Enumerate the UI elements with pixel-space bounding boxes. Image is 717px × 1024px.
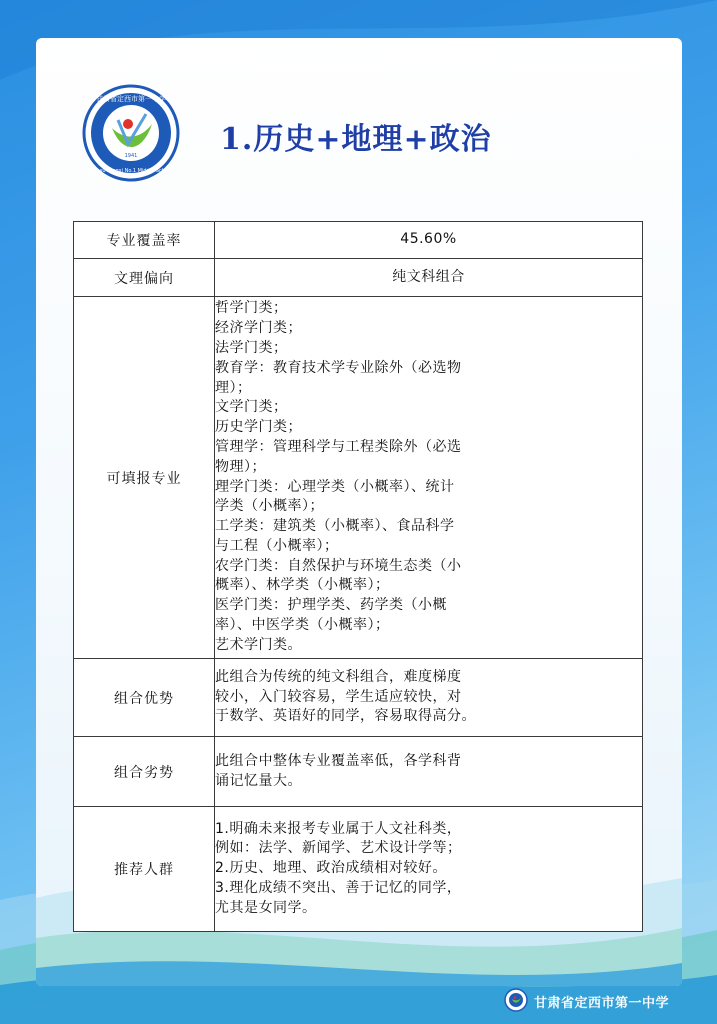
majors-line: 艺术学门类。 [215,636,302,653]
table-row-advantage [74,659,643,737]
majors-line: 医学门类：护理学类、药学类（小概 [215,597,447,614]
table-row-coverage [74,222,643,259]
advantage-value [215,659,643,737]
recommend-line: 1.明确未来报考专业属于人文社科类， [215,820,462,837]
majors-line: 法学门类； [215,339,288,356]
majors-line: 学类（小概率）； [215,498,324,515]
footer-logo-icon [504,988,528,1012]
recommend-value [215,807,643,932]
recommend-label: 推荐人群 [74,807,215,932]
page-title: 1.历史+地理+政治 [220,122,492,157]
majors-line: 理）； [215,379,252,396]
table-row-recommend [74,807,643,932]
majors-line: 概率）、林学类（小概率）； [215,577,390,594]
disadvantage-line: 诵记忆量大。 [215,772,302,789]
majors-line: 农学门类：自然保护与环境生态类（小 [215,557,462,574]
majors-line: 工学类：建筑类（小概率）、食品科学 [215,518,455,535]
disadvantage-label: 组合劣势 [74,737,215,807]
logo-text: 甘肃省定西市第一中学 [96,95,166,103]
table-row-majors [74,297,643,659]
coverage-value: 45.60% [215,222,643,259]
school-logo [82,84,180,182]
logo-dot-icon [123,119,133,129]
majors-value [215,297,643,659]
majors-label: 可填报专业 [74,297,215,659]
majors-line: 文学门类； [215,399,288,416]
majors-line: 率）、中医学类（小概率）； [215,617,390,634]
logo-english-text: Gansu Dingxi No.1 Middle School [89,168,173,174]
advantage-line: 于数学、英语好的同学，容易取得高分。 [215,708,476,725]
advantage-line: 此组合为传统的纯文科组合，难度梯度 [215,668,462,685]
bias-label: 文理偏向 [74,259,215,297]
recommend-line: 例如：法学、新闻学、艺术设计学等； [215,840,462,857]
footer-school-name: 甘肃省定西市第一中学 [534,996,670,1011]
table-row-bias [74,259,643,297]
coverage-label: 专业覆盖率 [74,222,215,259]
majors-line: 理学门类：心理学类（小概率）、统计 [215,478,455,495]
majors-line: 哲学门类； [215,300,288,317]
recommend-line: 尤其是女同学。 [215,899,317,916]
majors-line: 管理学：管理科学与工程类除外（必选 [215,438,462,455]
disadvantage-line: 此组合中整体专业覆盖率低，各学科背 [215,752,462,769]
table-row-disadvantage [74,737,643,807]
recommend-line: 2.历史、地理、政治成绩相对较好。 [215,860,447,877]
disadvantage-value [215,737,643,807]
majors-line: 物理）； [215,458,266,475]
majors-line: 历史学门类； [215,419,302,436]
subject-combination-table [73,221,643,932]
advantage-label: 组合优势 [74,659,215,737]
bias-value: 纯文科组合 [215,259,643,297]
advantage-line: 较小，入门较容易，学生适应较快，对 [215,688,462,705]
majors-line: 与工程（小概率）； [215,537,339,554]
majors-line: 经济学门类； [215,320,302,337]
majors-line: 教育学：教育技术学专业除外（必选物 [215,359,462,376]
logo-year: 1941 [124,153,138,159]
recommend-line: 3.理化成绩不突出、善于记忆的同学， [215,879,462,896]
